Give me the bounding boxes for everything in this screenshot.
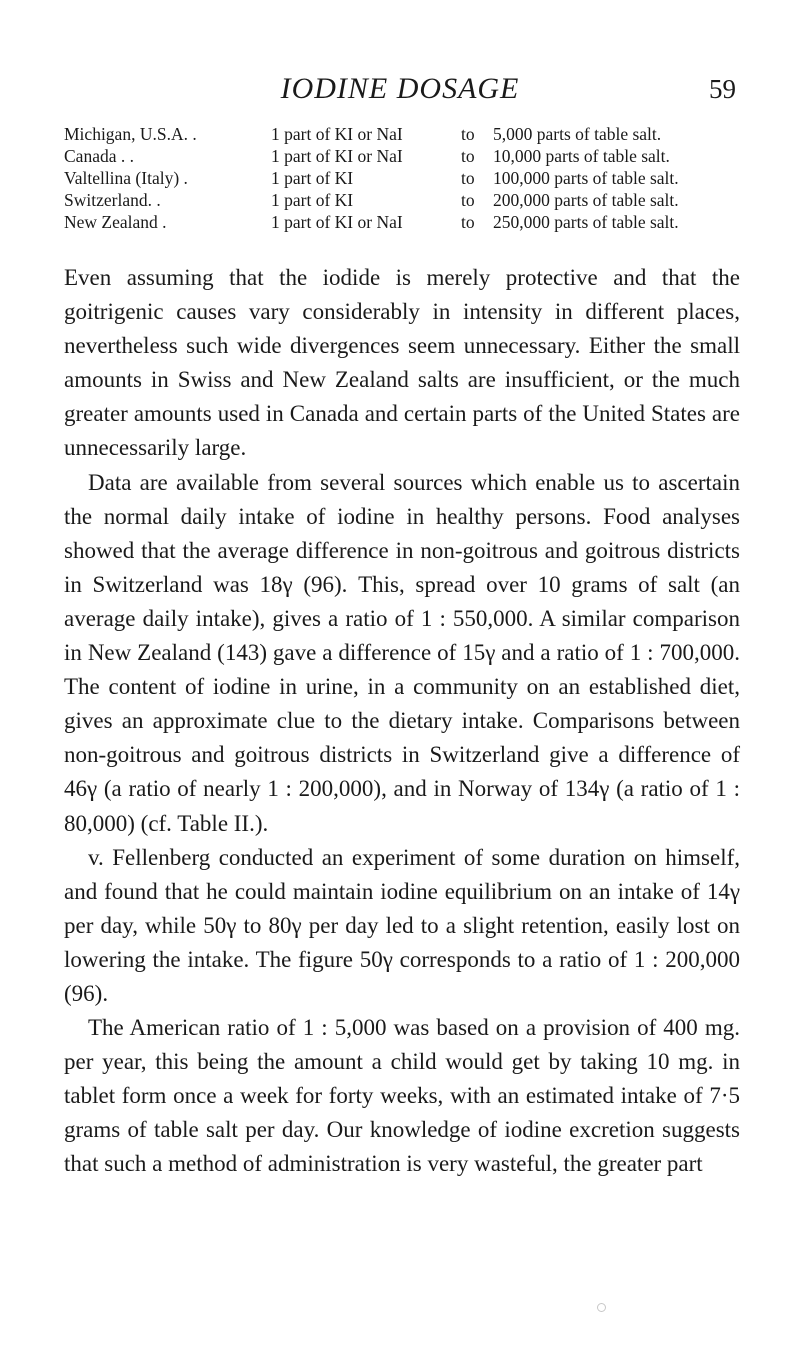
body-text <box>64 261 740 1182</box>
to-cell: to <box>461 212 475 232</box>
table-row <box>64 189 764 211</box>
iodide-part-cell: 1 part of KI or NaI <box>271 212 403 232</box>
iodide-part-cell: 1 part of KI <box>271 190 354 210</box>
iodide-part-cell: 1 part of KI or NaI <box>271 124 403 144</box>
paragraph: The American ratio of 1 : 5,000 was based on a provision of 400 mg. per year, this being the amount a child would get by taking 10 mg. in tablet form once a week for forty weeks, with an estimated intake of 7·5 grams of table salt per day. Our knowledge of iodine excretion suggests that such a method of administration is very wasteful, the greater part <box>64 1015 740 1177</box>
country-cell: New Zealand . <box>64 212 167 232</box>
to-cell: to <box>461 124 475 144</box>
country-cell: Michigan, U.S.A. . <box>64 124 197 144</box>
salt-parts-cell: 5,000 parts of table salt. <box>493 124 662 144</box>
salt-parts-cell: 250,000 parts of table salt. <box>493 212 679 232</box>
salt-parts-cell: 200,000 parts of table salt. <box>493 190 679 210</box>
table-row <box>64 145 764 167</box>
page-mark <box>597 1303 606 1312</box>
salt-parts-cell: 10,000 parts of table salt. <box>493 146 670 166</box>
iodide-part-cell: 1 part of KI or NaI <box>271 146 403 166</box>
country-cell: Canada . . <box>64 146 134 166</box>
country-cell: Switzerland. . <box>64 190 161 210</box>
salt-parts-cell: 100,000 parts of table salt. <box>493 168 679 188</box>
table-row <box>64 211 764 233</box>
to-cell: to <box>461 168 475 188</box>
page-number: 59 <box>709 74 736 104</box>
to-cell: to <box>461 190 475 210</box>
paragraph: Even assuming that the iodide is merely protective and that the goitrigenic causes vary considerably in intensity in different places, nevertheless such wide divergences seem unnecessary. Either the small amounts in Swiss and New Zealand salts are insufficient, or the much greater amounts used in Canada and certain parts of the United States are unnecessarily large. <box>64 265 740 461</box>
iodide-part-cell: 1 part of KI <box>271 168 354 188</box>
table-row <box>64 123 764 145</box>
country-cell: Valtellina (Italy) . <box>64 168 188 188</box>
paragraph: v. Fellenberg conducted an experiment of some duration on himself, and found that he could maintain iodine equilibrium on an intake of 14γ per day, while 50γ to 80γ per day led to a slight retention, easily lost on lowering the intake. The figure 50γ corresponds to a ratio of 1 : 200,000 (96). <box>64 844 740 1006</box>
table-row <box>64 167 764 189</box>
iodine-dosage-table <box>64 123 764 233</box>
to-cell: to <box>461 146 475 166</box>
running-title: IODINE DOSAGE <box>280 72 520 105</box>
page-header <box>0 72 800 112</box>
paragraph: Data are available from several sources which enable us to ascertain the normal daily intake of iodine in healthy persons. Food analyses showed that the average difference in non-goitrous and goitrous districts in Switzerland was 18γ (96). This, spread over 10 grams of salt (an average daily intake), gives a ratio of 1 : 550,000. A similar comparison in New Zealand (143) gave a difference of 15γ and a ratio of 1 : 700,000. The content of iodine in urine, in a community on an established diet, gives an approximate clue to the dietary intake. Comparisons between non-goitrous and goitrous districts in Switzerland give a difference of 46γ (a ratio of nearly 1 : 200,000), and in Norway of 134γ (a ratio of 1 : 80,000) (cf. Table II.). <box>64 469 740 836</box>
